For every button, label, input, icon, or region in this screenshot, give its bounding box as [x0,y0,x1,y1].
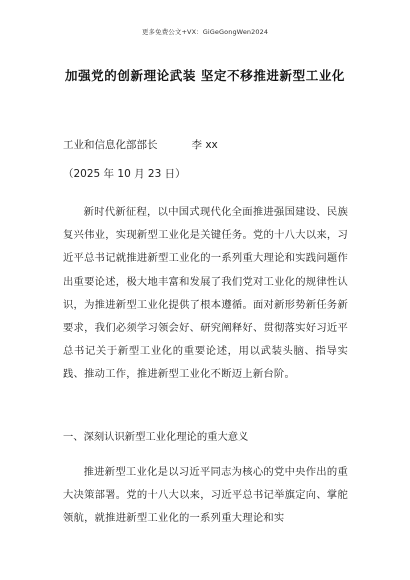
author-line [63,137,218,152]
document-title: 加强党的创新理论武装 坚定不移推进新型工业化 [64,68,346,83]
author-position: 工业和信息化部部长 [63,139,158,151]
section-heading: 一、深刻认识新型工业化理论的重大意义 [63,431,249,443]
document-date: （2025 年 10 月 23 日） [63,168,186,180]
author-name: 李 xx [191,139,218,151]
intro-paragraph: 新时代新征程，以中国式现代化全面推进强国建设、民族复兴伟业，实现新型工业化是关键任务。党的十八大以来，习近平总书记就推进新型工业化的一系列重大理论和实践问题作出重要论述，极大地丰富和发展了我们党对工业化的规律性认识，为推进新型工业化提供了根本遵循。面对新形势新任务新要求，我们必须学习领会好、研究阐释好、贯彻落实好习近平总书记关于新型工业化的重要论述，用以武装头脑、指导实践、推动工作，推进新型工业化不断迈上新台阶。 [63,206,348,381]
header-note: 更多免费公文+VX：GiGeGongWen2024 [141,28,269,36]
section-paragraph: 推进新型工业化是以习近平同志为核心的党中央作出的重大决策部署。党的十八大以来，习近平总书记举旗定向、掌舵领航，就推进新型工业化的一系列重大理论和实 [63,466,348,525]
